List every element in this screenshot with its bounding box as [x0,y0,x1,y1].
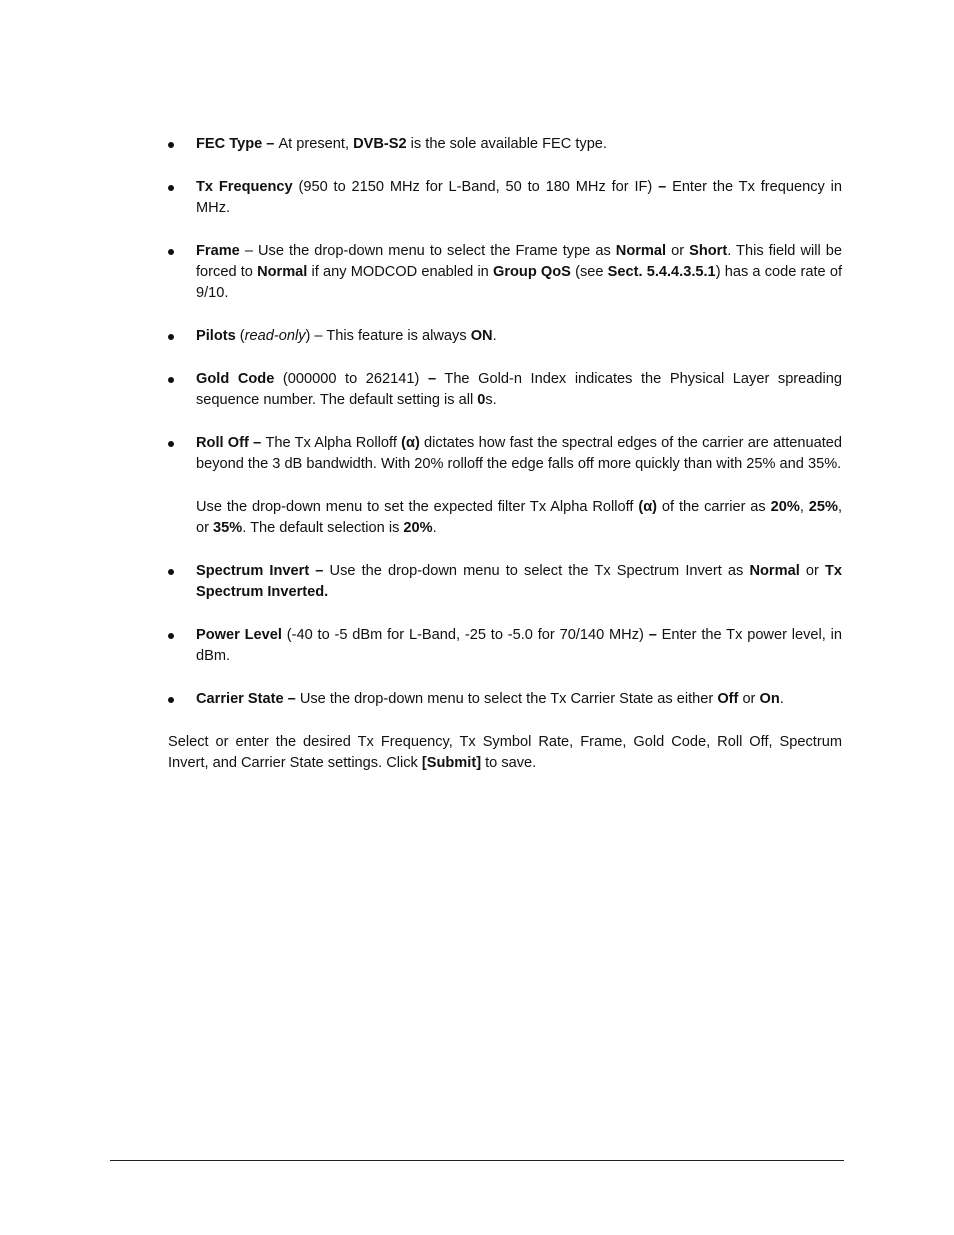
text-run: . This field will be forced to [196,243,842,280]
bold-text: Off [717,691,739,707]
bold-text: Sect. 5.4.4.3.5.1 [607,264,716,280]
text-run: or [738,691,760,707]
list-item [168,689,842,710]
item-paragraph [196,134,842,155]
bullet-dot-icon [168,441,174,447]
text-run: The Tx Alpha Rolloff [265,435,402,451]
bullet-dot-icon [168,633,174,639]
list-item [168,326,842,347]
text-run: ) has a code rate of 9/10. [196,264,842,301]
item-paragraph [196,326,842,347]
text-run: The Gold-n Index indicates the Physical Layer spreading sequence number. The default setting is all [196,371,842,408]
item-paragraph [196,497,842,539]
text-run: if any MODCOD enabled in [307,264,493,280]
bullet-dot-icon [168,185,174,191]
bold-text: Pilots [196,328,236,344]
text-run: Use the drop-down menu to select the Tx Carrier State as either [295,691,718,707]
bold-text: Tx Spectrum Inverted. [196,563,842,600]
bold-text: ON [470,328,493,344]
text-run: s. [485,392,497,408]
bullet-dot-icon [168,377,174,383]
bullet-dot-icon [168,249,174,255]
item-paragraph [196,689,842,710]
bold-text: Normal [749,563,800,579]
text-run: . [492,328,497,344]
item-paragraph [196,177,842,219]
italic-text: read-only [244,328,306,344]
text-run: to save. [481,755,537,771]
list-item [168,561,842,603]
bold-text: Roll Off – [196,435,266,451]
bold-text: Spectrum Invert – [196,563,324,579]
bold-text: Tx Frequency [196,179,293,195]
text-run: . The default selection is [242,520,404,536]
bold-text: Gold Code [196,371,275,387]
bold-text: 20% [403,520,433,536]
bold-text: 25% [808,499,838,515]
text-run: is the sole available FEC type. [406,136,607,152]
text-run: ( [235,328,245,344]
bullet-dot-icon [168,697,174,703]
text-run: or [799,563,825,579]
text-run: Select or enter the desired Tx Frequency, Tx Symbol Rate, Frame, Gold Code, Roll Off, Spectrum Invert, and Carrier State settings. Click [168,734,842,771]
item-paragraph [196,369,842,411]
closing-paragraph [168,732,842,774]
text-run: Use the drop-down menu to select the Tx Spectrum Invert as [323,563,750,579]
text-run: . [432,520,437,536]
bold-text: (α) [638,499,658,515]
bold-text: Normal [615,243,667,259]
footer-rule [110,1160,844,1161]
bold-text: Frame [196,243,240,259]
text-run: , or [196,499,843,536]
bold-text: On [759,691,780,707]
text-run: – Use the drop-down menu to select the Frame type as [239,243,616,259]
list-item [168,177,842,219]
list-item [168,433,842,539]
bold-text: – [648,627,657,643]
bold-text: FEC Type – [196,136,279,152]
bold-text: DVB-S2 [353,136,407,152]
bold-text: Power Level [196,627,282,643]
item-paragraph [196,561,842,603]
list-item [168,625,842,667]
document-body [168,134,842,774]
bold-text: – [427,371,437,387]
bold-text: Carrier State – [196,691,296,707]
item-paragraph [196,241,842,304]
item-paragraph [196,433,842,475]
list-item [168,369,842,411]
text-run: (950 to 2150 MHz for L-Band, 50 to 180 MHz for IF) [292,179,659,195]
text-run: Use the drop-down menu to set the expected filter Tx Alpha Rolloff [196,499,639,515]
bold-text: 0 [477,392,486,408]
list-item [168,134,842,155]
parameter-list [168,134,842,710]
list-item [168,241,842,304]
bold-text: – [658,179,667,195]
text-run: Enter the Tx frequency in MHz. [196,179,842,216]
bullet-dot-icon [168,334,174,340]
text-run: (see [570,264,608,280]
bullet-dot-icon [168,569,174,575]
bullet-dot-icon [168,142,174,148]
text-run: of the carrier as [657,499,771,515]
text-run: (-40 to -5 dBm for L-Band, -25 to -5.0 for 70/140 MHz) [281,627,649,643]
bold-text: Short [689,243,728,259]
text-run: Enter the Tx power level, in dBm. [196,627,842,664]
bold-text: 20% [770,499,800,515]
bold-text: (α) [401,435,420,451]
bold-text: Group QoS [492,264,571,280]
text-run: ) – This feature is always [305,328,471,344]
bold-text: Normal [257,264,308,280]
text-run: dictates how fast the spectral edges of the carrier are attenuated beyond the 3 dB bandwidth. With 20% rolloff the edge falls off more quickly than with 25% and 35%. [196,435,842,472]
item-paragraph [196,625,842,667]
text-run: . [779,691,784,707]
text-run: , [799,499,809,515]
text-run: At present, [278,136,354,152]
text-run: (000000 to 262141) [274,371,428,387]
bold-text: 35% [213,520,243,536]
bold-text: [Submit] [421,755,482,771]
text-run: or [666,243,690,259]
